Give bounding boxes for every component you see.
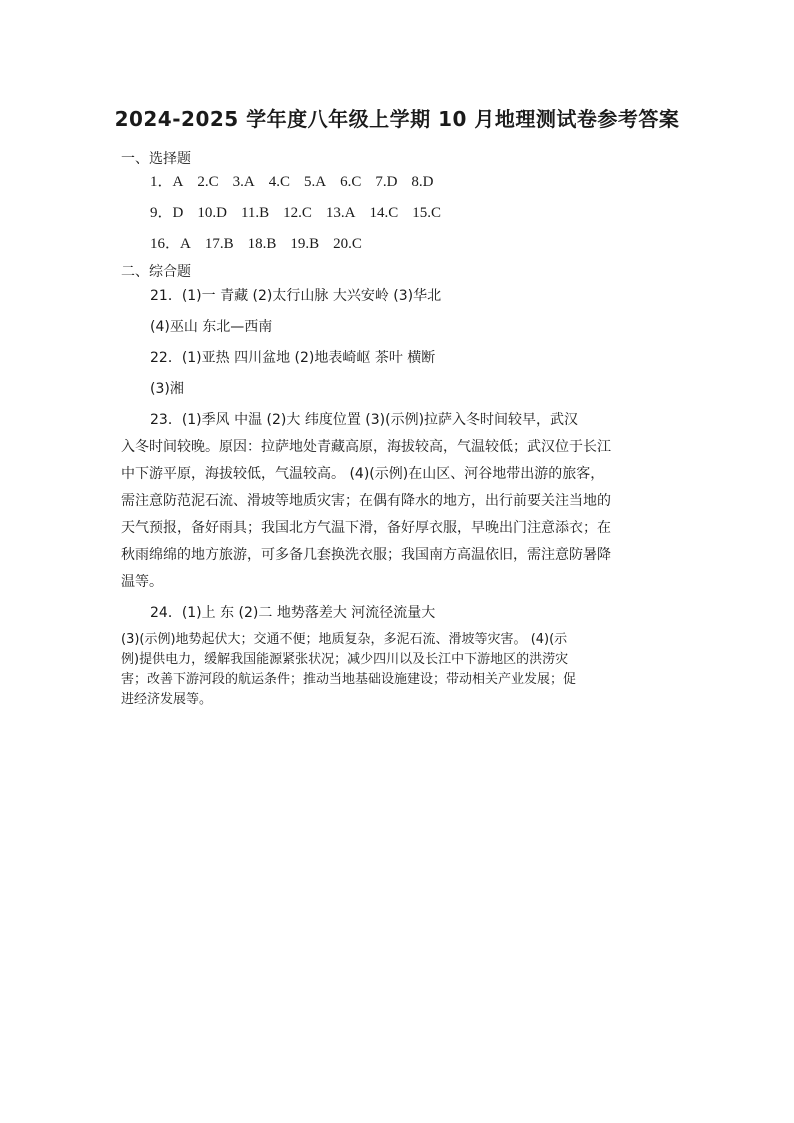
choice-row-1 (150, 172, 448, 192)
q24-line-4: 害；改善下游河段的航运条件；推动当地基础设施建设；带动相关产业发展；促 (121, 672, 577, 687)
choice-row-3 (150, 234, 376, 254)
page-title: 2024-2025 学年度八年级上学期 10 月地理测试卷参考答案 (114, 107, 680, 131)
answer-item: 19.B (290, 236, 320, 252)
answer-item: 11.B (240, 205, 270, 221)
answer-item: 4.C (268, 174, 290, 190)
answer-item: 20.C (333, 236, 362, 252)
q24-line-2: (3)(示例)地势起伏大；交通不便；地质复杂，多泥石流、滑坡等灾害。 (4)(示 (121, 632, 568, 647)
answer-item: 6.C (340, 174, 362, 190)
section-heading-comprehensive: 二、综合题 (121, 264, 191, 280)
answer-item: 7.D (375, 174, 398, 190)
q23-line-2: 入冬时间较晚。原因：拉萨地处青藏高原，海拔较高，气温较低；武汉位于长江 (121, 439, 611, 455)
q23-line-4: 需注意防范泥石流、滑坡等地质灾害；在偶有降水的地方，出行前要关注当地的 (121, 493, 611, 509)
answer-item: 1．A (150, 174, 184, 190)
q23-line-6: 秋雨绵绵的地方旅游，可多备几套换洗衣服；我国南方高温依旧，需注意防暑降 (121, 547, 611, 563)
answer-item: 13.A (325, 205, 356, 221)
choice-row-2 (150, 203, 455, 223)
answer-item: 12.C (283, 205, 312, 221)
q23-line-1: 23．(1)季风 中温 (2)大 纬度位置 (3)(示例)拉萨入冬时间较早，武汉 (150, 412, 579, 428)
answer-item: 8.D (411, 174, 434, 190)
q24-line-1: 24．(1)上 东 (2)二 地势落差大 河流径流量大 (150, 605, 436, 621)
answer-item: 16．A (150, 236, 191, 252)
section-heading-choice: 一、选择题 (121, 151, 191, 167)
q22-line-1: 22．(1)亚热 四川盆地 (2)地表崎岖 茶叶 横断 (150, 350, 436, 366)
answer-item: 18.B (247, 236, 277, 252)
answer-item: 14.C (369, 205, 399, 221)
answer-item: 2.C (197, 174, 219, 190)
q23-line-5: 天气预报，备好雨具；我国北方气温下滑，备好厚衣服，早晚出门注意添衣；在 (121, 520, 611, 536)
q21-line-1: 21．(1)一 青藏 (2)太行山脉 大兴安岭 (3)华北 (150, 288, 442, 304)
answer-item: 15.C (412, 205, 442, 221)
answer-item: 17.B (204, 236, 234, 252)
q24-line-5: 进经济发展等。 (121, 692, 213, 707)
q21-line-2: (4)巫山 东北—西南 (150, 319, 273, 335)
q23-line-7: 温等。 (121, 574, 163, 590)
answer-item: 9．D (150, 205, 184, 221)
answer-item: 5.A (303, 174, 327, 190)
q23-line-3: 中下游平原，海拔较低，气温较高。 (4)(示例)在山区、河谷地带出游的旅客， (121, 466, 605, 482)
answer-item: 10.D (197, 205, 227, 221)
q22-line-2: (3)湘 (150, 381, 184, 397)
q24-line-3: 例)提供电力，缓解我国能源紧张状况；减少四川以及长江中下游地区的洪涝灾 (121, 652, 569, 667)
answer-item: 3.A (232, 174, 255, 190)
